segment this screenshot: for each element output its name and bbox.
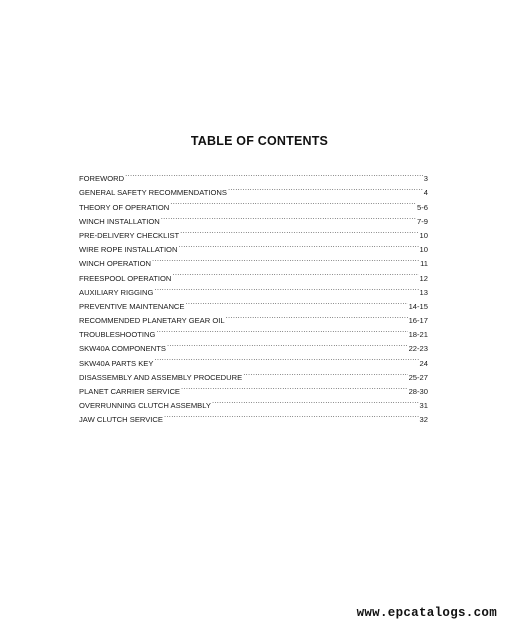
- dot-leader: [164, 408, 419, 422]
- toc-entry-page: 14-15: [408, 301, 428, 311]
- toc-entry-page: 22-23: [408, 344, 428, 354]
- toc-entry-page: 12: [419, 273, 428, 283]
- toc-entry-label: AUXILIARY RIGGING: [79, 287, 154, 297]
- watermark-url: www.epcatalogs.com: [356, 606, 497, 620]
- toc-entry-page: 4: [423, 188, 428, 198]
- toc-entry-page: 25-27: [408, 372, 428, 382]
- dot-leader: [180, 224, 418, 238]
- toc-entry-page: 3: [423, 174, 428, 184]
- dot-leader: [212, 394, 419, 408]
- toc-entry-page: 5-6: [417, 202, 428, 212]
- toc-entry-label: PREVENTIVE MAINTENANCE: [79, 301, 185, 311]
- toc-entry-page: 13: [419, 287, 428, 297]
- dot-leader: [186, 295, 408, 309]
- toc-entry-page: 16-17: [408, 316, 428, 326]
- toc-entry-page: 11: [420, 259, 428, 269]
- dot-leader: [152, 252, 419, 266]
- toc-entry-label: JAW CLUTCH SERVICE: [79, 415, 163, 425]
- dot-leader: [156, 323, 407, 337]
- toc-entry-label: SKW40A PARTS KEY: [79, 358, 154, 368]
- toc-entry-label: FOREWORD: [79, 174, 125, 184]
- toc-list: [79, 167, 428, 425]
- toc-entry-page: 32: [419, 415, 428, 425]
- toc-title: TABLE OF CONTENTS: [190, 134, 329, 148]
- dot-leader: [154, 351, 418, 365]
- toc-entry-label: PLANET CARRIER SERVICE: [79, 387, 180, 396]
- toc-entry-page: 31: [419, 401, 428, 411]
- dot-leader: [178, 238, 418, 252]
- toc-entry-label: WINCH INSTALLATION: [79, 216, 160, 226]
- dot-leader: [161, 210, 416, 224]
- dot-leader: [125, 167, 423, 181]
- toc-entry-label: TROUBLESHOOTING: [79, 330, 156, 340]
- dot-leader: [243, 366, 407, 380]
- toc-entry-label: THEORY OF OPERATION: [79, 202, 170, 212]
- toc-entry-page: 18-21: [408, 330, 428, 340]
- dot-leader: [172, 266, 418, 280]
- dot-leader: [226, 309, 408, 323]
- toc-entry-label: DISASSEMBLY AND ASSEMBLY PROCEDURE: [79, 372, 243, 382]
- dot-leader: [170, 195, 416, 209]
- toc-entry-label: GENERAL SAFETY RECOMMENDATIONS: [79, 188, 227, 198]
- toc-entry-label: WINCH OPERATION: [79, 259, 151, 269]
- toc-entry-page: 10: [419, 230, 428, 240]
- toc-entry-page: 24: [419, 358, 428, 368]
- toc-entry-label: RECOMMENDED PLANETARY GEAR OIL: [79, 316, 225, 326]
- toc-entry-label: WIRE ROPE INSTALLATION: [79, 245, 178, 255]
- toc-entry-general-safety: [79, 181, 428, 198]
- dot-leader: [167, 337, 408, 351]
- toc-entry-label: PRE-DELIVERY CHECKLIST: [79, 230, 180, 240]
- dot-leader: [181, 380, 408, 394]
- toc-entry-page: 28-30: [408, 387, 428, 396]
- toc-entry-page: 10: [419, 245, 428, 255]
- toc-entry-page: 7-9: [417, 216, 428, 226]
- toc-entry-label: OVERRUNNING CLUTCH ASSEMBLY: [79, 401, 211, 411]
- toc-entry-foreword: [79, 167, 428, 184]
- toc-entry-label: SKW40A COMPONENTS: [79, 344, 166, 354]
- toc-entry-label: FREESPOOL OPERATION: [79, 273, 172, 283]
- dot-leader: [228, 181, 423, 195]
- dot-leader: [154, 281, 418, 295]
